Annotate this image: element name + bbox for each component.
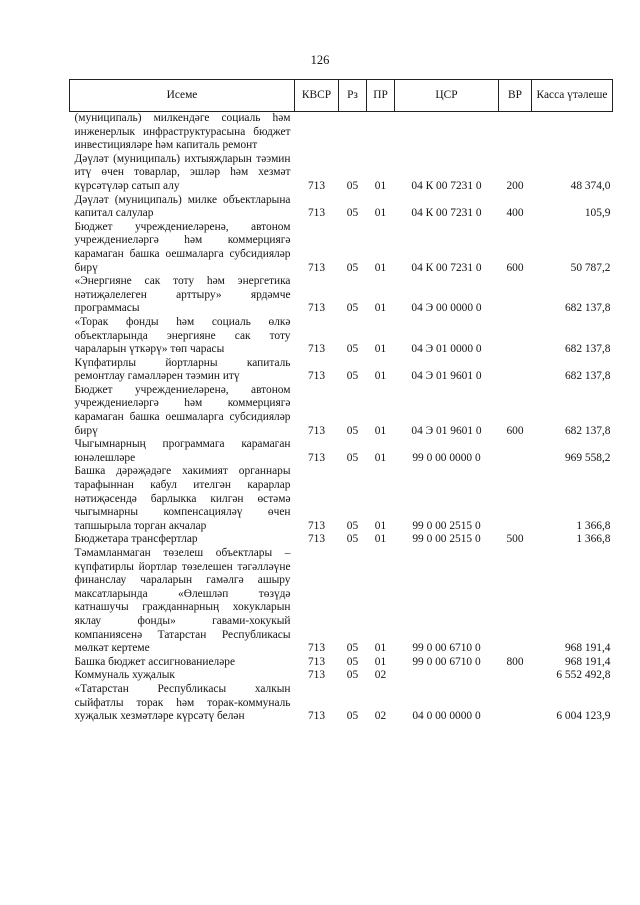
table-row <box>70 275 613 316</box>
row-pr: 01 <box>374 642 387 655</box>
row-csr: 99 0 00 6710 0 <box>412 642 481 655</box>
header-csr: ЦСР <box>395 80 499 112</box>
row-rz: 05 <box>346 302 359 315</box>
row-vr <box>499 275 532 316</box>
header-pr: ПР <box>367 80 395 112</box>
row-csr <box>395 669 499 683</box>
table-row <box>70 683 613 724</box>
row-pr: 01 <box>374 179 387 192</box>
row-kvsr: 713 <box>307 642 326 655</box>
row-amount: 968 191,4 <box>564 655 611 668</box>
row-kvsr: 713 <box>307 343 326 356</box>
table-row <box>70 533 613 547</box>
header-vr: ВР <box>499 80 532 112</box>
row-vr <box>499 112 532 153</box>
row-pr: 02 <box>374 669 387 682</box>
row-amount: 682 137,8 <box>564 424 611 437</box>
row-name: «Татарстан Республикасы халкын сыйфатлы торак һәм торак-коммуналь хуҗалык хезмәтләре күрсәтү белән <box>74 682 291 723</box>
row-amount: 969 558,2 <box>564 451 611 464</box>
table-row <box>70 194 613 221</box>
row-amount: 968 191,4 <box>564 642 611 655</box>
row-amount: 682 137,8 <box>564 302 611 315</box>
row-kvsr: 713 <box>307 451 326 464</box>
header-kassa: Касса үтәлеше <box>532 80 613 112</box>
table-row <box>70 221 613 275</box>
table-row <box>70 153 613 194</box>
row-amount: 6 552 492,8 <box>556 669 611 682</box>
row-name: Чыгымнарның программага карамаган юнәлешләре <box>74 438 291 464</box>
row-rz: 05 <box>346 710 359 723</box>
row-csr <box>395 112 499 153</box>
row-amount <box>532 112 613 153</box>
row-amount: 682 137,8 <box>564 370 611 383</box>
row-vr <box>499 357 532 384</box>
row-csr: 04 Э 01 9601 0 <box>411 424 482 437</box>
row-vr <box>499 683 532 724</box>
row-pr: 01 <box>374 424 387 437</box>
row-kvsr: 713 <box>307 370 326 383</box>
row-amount: 1 366,8 <box>576 533 611 546</box>
row-pr: 01 <box>374 302 387 315</box>
row-rz: 05 <box>346 370 359 383</box>
row-vr <box>499 547 532 656</box>
row-rz: 05 <box>346 424 359 437</box>
row-amount: 682 137,8 <box>564 343 611 356</box>
row-pr: 01 <box>374 519 387 532</box>
row-rz: 05 <box>346 669 359 682</box>
row-pr: 01 <box>374 451 387 464</box>
row-name: «Энергияне сак тоту һәм энергетика нәтиҗәлелеген арттыру» ярдәмче программасы <box>74 275 291 315</box>
row-vr <box>499 316 532 357</box>
row-kvsr: 713 <box>307 710 326 723</box>
row-kvsr: 713 <box>307 533 326 546</box>
row-amount: 1 366,8 <box>576 519 611 532</box>
row-name: Тәмамланмаган төзелеш объектлары – күпфатирлы йортлар төзелешен тәгәлләүне финанслау чараларын гамәлгә ашыру максатларында «Өлешләп төзүдә катнашучы гражданнарның хокукларын яклау фонды» гавами-хокукый компаниясенә Татарстан Республикасы мөлкәт кертеме <box>74 547 291 655</box>
table-row <box>70 316 613 357</box>
row-name: Бюджетара трансфертлар <box>74 533 198 546</box>
row-rz: 05 <box>346 179 359 192</box>
row-vr: 400 <box>506 207 524 220</box>
row-kvsr: 713 <box>307 519 326 532</box>
row-rz <box>339 112 367 153</box>
row-vr: 800 <box>506 655 524 668</box>
row-rz: 05 <box>346 655 359 668</box>
row-csr: 99 0 00 0000 0 <box>412 451 481 464</box>
row-csr: 04 Э 01 0000 0 <box>411 343 482 356</box>
row-csr: 99 0 00 2515 0 <box>412 519 481 532</box>
row-name: (муниципаль) милкендәге социаль һәм инженерлык инфраструктурасына бюджет инвестицияләре һәм капиталь ремонт <box>74 112 291 152</box>
header-name: Исеме <box>70 80 295 112</box>
row-kvsr: 713 <box>307 261 326 274</box>
row-name: Бюджет учреждениеләренә, автоном учреждениеләргә һәм коммерциягә карамаган башка оешмаларга субсидияләр бирү <box>74 383 291 437</box>
row-vr: 500 <box>506 533 524 546</box>
table-row <box>70 547 613 656</box>
row-rz: 05 <box>346 642 359 655</box>
row-name: Башка бюджет ассигнованиеләре <box>74 655 236 668</box>
table-row <box>70 384 613 438</box>
row-pr: 01 <box>374 370 387 383</box>
row-csr: 99 0 00 6710 0 <box>412 655 481 668</box>
row-pr: 01 <box>374 343 387 356</box>
row-pr: 02 <box>374 710 387 723</box>
row-name: Дәүләт (муниципаль) милке объектларына капитал салулар <box>74 193 291 220</box>
row-kvsr: 713 <box>307 179 326 192</box>
row-rz: 05 <box>346 343 359 356</box>
row-kvsr <box>295 112 339 153</box>
row-amount: 6 004 123,9 <box>556 710 611 723</box>
table-body <box>70 112 613 724</box>
row-amount: 48 374,0 <box>570 179 611 192</box>
page-number: 126 <box>310 53 330 67</box>
table-header-row <box>70 80 613 112</box>
budget-table <box>69 79 613 724</box>
row-name: Коммуналь хуҗалык <box>74 669 175 682</box>
row-csr: 04 К 00 7231 0 <box>411 207 482 220</box>
row-pr: 01 <box>374 207 387 220</box>
row-rz: 05 <box>346 533 359 546</box>
table-row <box>70 357 613 384</box>
row-vr <box>499 669 532 683</box>
table-row <box>70 656 613 670</box>
row-pr: 01 <box>374 533 387 546</box>
row-vr: 200 <box>506 179 524 192</box>
row-name: Дәүләт (муниципаль) ихтыяҗларын тәэмин итү өчен товарлар, эшләр һәм хезмәт күрсәтүләр сатып алу <box>74 152 291 192</box>
row-kvsr: 713 <box>307 669 326 682</box>
row-amount: 50 787,2 <box>570 261 611 274</box>
row-rz: 05 <box>346 207 359 220</box>
header-kvsr: КВСР <box>295 80 339 112</box>
row-pr: 01 <box>374 655 387 668</box>
row-rz: 05 <box>346 451 359 464</box>
row-csr: 04 Э 01 9601 0 <box>411 370 482 383</box>
row-csr: 04 К 00 7231 0 <box>411 179 482 192</box>
row-amount: 105,9 <box>584 207 611 220</box>
row-kvsr: 713 <box>307 655 326 668</box>
row-csr: 04 К 00 7231 0 <box>411 261 482 274</box>
row-csr: 99 0 00 2515 0 <box>412 533 481 546</box>
row-name: Бюджет учреждениеләренә, автоном учреждениеләргә һәм коммерциягә карамаган башка оешмаларга субсидияләр бирү <box>74 220 291 274</box>
row-pr <box>367 112 395 153</box>
row-rz: 05 <box>346 261 359 274</box>
row-pr: 01 <box>374 261 387 274</box>
row-rz: 05 <box>346 519 359 532</box>
table-row <box>70 112 613 153</box>
row-vr <box>499 438 532 465</box>
row-name: «Торак фонды һәм социаль өлкә объектларында энергияне сак тоту чараларын үткәрү» төп чарасы <box>74 315 291 356</box>
table-row <box>70 438 613 465</box>
row-vr <box>499 465 532 533</box>
row-kvsr: 713 <box>307 207 326 220</box>
row-kvsr: 713 <box>307 302 326 315</box>
row-vr: 600 <box>506 261 524 274</box>
row-name: Башка дәрәҗәдәге хакимият органнары тарафыннан кабул ителгән карарлар нәтиҗәсендә барлыкка килгән өстәмә чыгымнарны компенсацияләү өчен тапшырыла торган акчалар <box>74 465 291 532</box>
row-name: Күпфатирлы йортларны капиталь ремонтлау гамәлләрен тәэмин итү <box>74 356 291 383</box>
table-row <box>70 669 613 683</box>
header-rz: Рз <box>339 80 367 112</box>
row-csr: 04 0 00 0000 0 <box>412 710 481 723</box>
table-row <box>70 465 613 533</box>
row-vr: 600 <box>506 424 524 437</box>
row-csr: 04 Э 00 0000 0 <box>411 302 482 315</box>
row-kvsr: 713 <box>307 424 326 437</box>
